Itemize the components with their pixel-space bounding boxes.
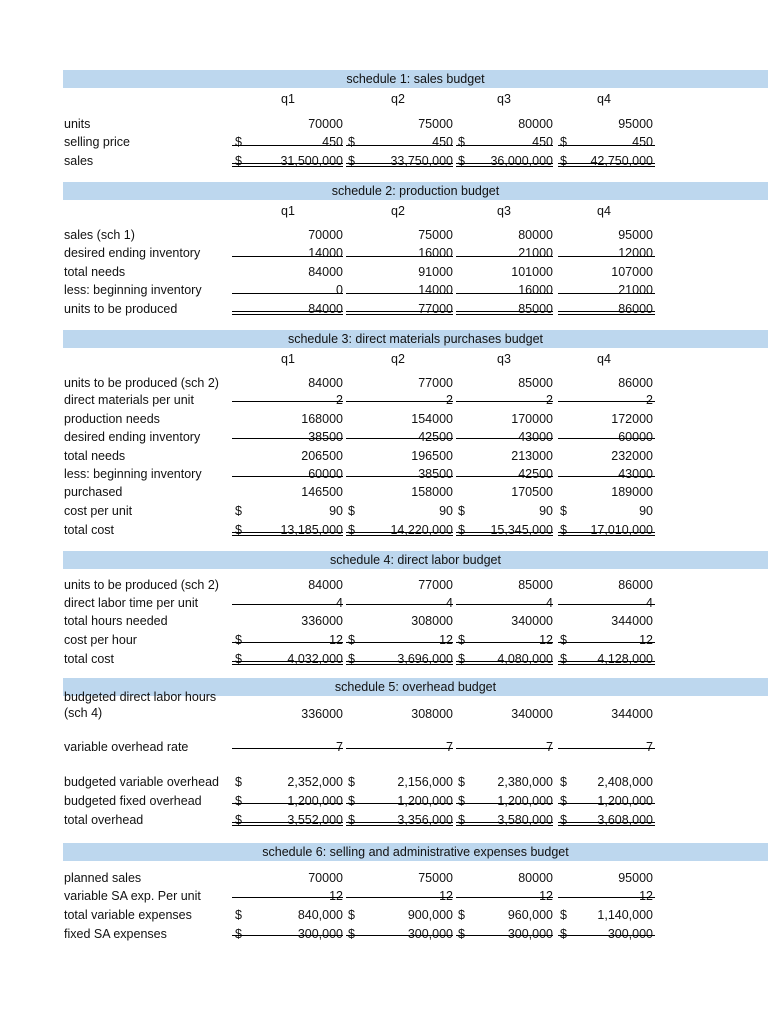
schedule-3-row-label: total cost	[64, 523, 115, 537]
currency-symbol: $	[235, 908, 242, 922]
schedule-3-quarter-header-q4: q4	[597, 352, 611, 366]
single-underline	[558, 256, 655, 257]
single-underline	[232, 748, 343, 749]
schedule-2-value-cell: 12000	[618, 246, 653, 260]
schedule-3-value-cell: 77000	[418, 376, 453, 390]
schedule-2-quarter-header-q4: q4	[597, 204, 611, 218]
currency-symbol: $	[458, 652, 465, 666]
schedule-2-value-cell: 21000	[618, 283, 653, 297]
schedule-3-value-cell: 15,345,000	[490, 523, 553, 537]
currency-symbol: $	[348, 794, 355, 808]
schedule-4-value-cell: 308000	[411, 614, 453, 628]
single-underline	[232, 803, 343, 804]
single-underline	[346, 642, 453, 643]
single-underline	[558, 476, 655, 477]
schedule-4-value-cell: 12	[539, 633, 553, 647]
schedule-3-value-cell: 172000	[611, 412, 653, 426]
schedule-3-row-label: production needs	[64, 412, 160, 426]
schedule-3-row-label: direct materials per unit	[64, 393, 194, 407]
schedule-2-value-cell: 21000	[518, 246, 553, 260]
schedule-3-value-cell: 2	[546, 393, 553, 407]
single-underline	[346, 401, 453, 402]
schedule-2-value-cell: 85000	[518, 302, 553, 316]
schedule-1-quarter-header-q4: q4	[597, 92, 611, 106]
currency-symbol: $	[458, 523, 465, 537]
double-underline	[558, 661, 655, 665]
double-underline	[456, 822, 553, 826]
schedule-6-value-cell: 12	[639, 889, 653, 903]
single-underline	[456, 401, 553, 402]
schedule-2-quarter-header-q3: q3	[497, 204, 511, 218]
schedule-4-value-cell: 4	[646, 596, 653, 610]
single-underline	[232, 438, 343, 439]
schedule-3-value-cell: 43000	[518, 430, 553, 444]
schedule-3-value-cell: 189000	[611, 485, 653, 499]
schedule-6-value-cell: 12	[329, 889, 343, 903]
schedule-3-row-label: desired ending inventory	[64, 430, 201, 444]
currency-symbol: $	[560, 908, 567, 922]
single-underline	[232, 604, 343, 605]
currency-symbol: $	[348, 504, 355, 518]
schedule-4-row-label: units to be produced (sch 2)	[64, 578, 219, 592]
currency-symbol: $	[560, 813, 567, 827]
double-underline	[456, 532, 553, 536]
schedule-3-value-cell: 154000	[411, 412, 453, 426]
schedule-1-value-cell: 70000	[308, 117, 343, 131]
schedule-6-value-cell: 12	[439, 889, 453, 903]
single-underline	[346, 145, 453, 146]
schedule-2-row-label: units to be produced	[64, 302, 178, 316]
schedule-5-value-cell: 308000	[411, 707, 453, 721]
schedule-4-value-cell: 4,080,000	[497, 652, 553, 666]
schedule-3-row-label: cost per unit	[64, 504, 133, 518]
currency-symbol: $	[235, 154, 242, 168]
double-underline	[558, 822, 655, 826]
currency-symbol: $	[560, 523, 567, 537]
schedule-3-value-cell: 13,185,000	[280, 523, 343, 537]
single-underline	[346, 256, 453, 257]
schedule-5-row-label: variable overhead rate	[64, 740, 189, 754]
schedule-3-value-cell: 60000	[308, 467, 343, 481]
double-underline	[232, 822, 343, 826]
schedule-3-row-label: total needs	[64, 449, 126, 463]
schedule-6-value-cell: 70000	[308, 871, 343, 885]
schedule-1-value-cell: 450	[532, 135, 553, 149]
single-underline	[558, 935, 655, 936]
schedule-3-value-cell: 42500	[518, 467, 553, 481]
schedule-3-quarter-header-q3: q3	[497, 352, 511, 366]
schedule-4-value-cell: 12	[639, 633, 653, 647]
single-underline	[232, 401, 343, 402]
currency-symbol: $	[235, 813, 242, 827]
currency-symbol: $	[458, 504, 465, 518]
single-underline	[558, 897, 655, 898]
schedule-4-value-cell: 86000	[618, 578, 653, 592]
double-underline	[346, 311, 453, 315]
schedule-1-quarter-header-q2: q2	[391, 92, 405, 106]
single-underline	[232, 145, 343, 146]
schedule-3-value-cell: 60000	[618, 430, 653, 444]
schedule-3-value-cell: 206500	[301, 449, 343, 463]
schedule-2-value-cell: 95000	[618, 228, 653, 242]
double-underline	[232, 661, 343, 665]
single-underline	[456, 476, 553, 477]
double-underline	[232, 532, 343, 536]
schedule-3-value-cell: 85000	[518, 376, 553, 390]
schedule-6-value-cell: 300,000	[607, 927, 653, 941]
schedule-2-quarter-header-q1: q1	[281, 204, 295, 218]
double-underline	[558, 311, 655, 315]
schedule-3-row-label: less: beginning inventory	[64, 467, 202, 481]
schedule-1-quarter-header-q3: q3	[497, 92, 511, 106]
schedule-3-quarter-header-q1: q1	[281, 352, 295, 366]
schedule-3-value-cell: 158000	[411, 485, 453, 499]
schedule-5-value-cell: 2,408,000	[597, 775, 653, 789]
schedule-4-value-cell: 77000	[418, 578, 453, 592]
currency-symbol: $	[235, 794, 242, 808]
single-underline	[558, 642, 655, 643]
schedule-4-row-label: direct labor time per unit	[64, 596, 199, 610]
schedule-2-row-label: desired ending inventory	[64, 246, 201, 260]
schedule-3-value-cell: 90	[329, 504, 343, 518]
schedule-2-value-cell: 14000	[418, 283, 453, 297]
schedule-3-value-cell: 170500	[511, 485, 553, 499]
schedule-2-value-cell: 77000	[418, 302, 453, 316]
single-underline	[558, 604, 655, 605]
schedule-4-value-cell: 344000	[611, 614, 653, 628]
schedule-1-row-label: sales	[64, 154, 94, 168]
schedule-4-title: schedule 4: direct labor budget	[63, 551, 768, 569]
schedule-1-value-cell: 75000	[418, 117, 453, 131]
schedule-6-value-cell: 300,000	[507, 927, 553, 941]
single-underline	[456, 438, 553, 439]
single-underline	[456, 256, 553, 257]
currency-symbol: $	[458, 908, 465, 922]
schedule-6-value-cell: 12	[539, 889, 553, 903]
schedule-1-value-cell: 450	[322, 135, 343, 149]
single-underline	[456, 803, 553, 804]
schedule-3-value-cell: 196500	[411, 449, 453, 463]
schedule-3-value-cell: 14,220,000	[390, 523, 453, 537]
schedule-6-row-label: fixed SA expenses	[64, 927, 167, 941]
schedule-5-value-cell: 7	[546, 740, 553, 754]
schedule-5-value-cell: 3,608,000	[597, 813, 653, 827]
schedule-4-value-cell: 4	[336, 596, 343, 610]
double-underline	[558, 163, 655, 167]
currency-symbol: $	[348, 927, 355, 941]
currency-symbol: $	[458, 775, 465, 789]
currency-symbol: $	[235, 504, 242, 518]
currency-symbol: $	[235, 652, 242, 666]
schedule-4-value-cell: 3,696,000	[397, 652, 453, 666]
single-underline	[558, 401, 655, 402]
schedule-6-row-label: total variable expenses	[64, 908, 192, 922]
schedule-6-row-label: planned sales	[64, 871, 142, 885]
schedule-3-value-cell: 232000	[611, 449, 653, 463]
schedule-4-row-label: total cost	[64, 652, 115, 666]
schedule-3-value-cell: 2	[446, 393, 453, 407]
single-underline	[346, 748, 453, 749]
schedule-2-value-cell: 14000	[308, 246, 343, 260]
schedule-5-value-cell: 7	[446, 740, 453, 754]
schedule-1-row-label: selling price	[64, 135, 131, 149]
schedule-5-value-cell: 3,552,000	[287, 813, 343, 827]
schedule-1-value-cell: 450	[632, 135, 653, 149]
double-underline	[456, 311, 553, 315]
schedule-5-value-cell: 1,200,000	[397, 794, 453, 808]
schedule-3-row-label: purchased	[64, 485, 123, 499]
schedule-6-value-cell: 900,000	[407, 908, 453, 922]
schedule-4-value-cell: 4,032,000	[287, 652, 343, 666]
schedule-4-value-cell: 4,128,000	[597, 652, 653, 666]
currency-symbol: $	[458, 633, 465, 647]
currency-symbol: $	[235, 523, 242, 537]
double-underline	[346, 532, 453, 536]
currency-symbol: $	[458, 154, 465, 168]
currency-symbol: $	[458, 927, 465, 941]
single-underline	[456, 145, 553, 146]
schedule-6-value-cell: 300,000	[297, 927, 343, 941]
schedule-5-value-cell: 3,356,000	[397, 813, 453, 827]
schedule-5-value-cell: 2,352,000	[287, 775, 343, 789]
schedule-2-value-cell: 70000	[308, 228, 343, 242]
currency-symbol: $	[348, 652, 355, 666]
currency-symbol: $	[235, 927, 242, 941]
currency-symbol: $	[560, 633, 567, 647]
schedule-3-value-cell: 146500	[301, 485, 343, 499]
schedule-4-value-cell: 84000	[308, 578, 343, 592]
schedule-1-value-cell: 31,500,000	[280, 154, 343, 168]
schedule-3-value-cell: 90	[639, 504, 653, 518]
schedule-4-value-cell: 340000	[511, 614, 553, 628]
schedule-4-value-cell: 12	[329, 633, 343, 647]
currency-symbol: $	[348, 523, 355, 537]
schedule-6-value-cell: 80000	[518, 871, 553, 885]
schedule-1-value-cell: 33,750,000	[390, 154, 453, 168]
schedule-5-value-cell: 336000	[301, 707, 343, 721]
schedule-2-value-cell: 75000	[418, 228, 453, 242]
schedule-6-value-cell: 300,000	[407, 927, 453, 941]
schedule-5-value-cell: 2,156,000	[397, 775, 453, 789]
schedule-3-value-cell: 168000	[301, 412, 343, 426]
schedule-3-title: schedule 3: direct materials purchases budget	[63, 330, 768, 348]
single-underline	[456, 935, 553, 936]
single-underline	[232, 256, 343, 257]
schedule-3-quarter-header-q2: q2	[391, 352, 405, 366]
single-underline	[232, 935, 343, 936]
currency-symbol: $	[560, 154, 567, 168]
schedule-5-row-label: budgeted variable overhead	[64, 775, 219, 789]
double-underline	[346, 163, 453, 167]
single-underline	[456, 293, 553, 294]
single-underline	[232, 897, 343, 898]
schedule-5-value-cell: 7	[336, 740, 343, 754]
currency-symbol: $	[348, 813, 355, 827]
schedule-5-value-cell: 344000	[611, 707, 653, 721]
currency-symbol: $	[458, 135, 465, 149]
single-underline	[232, 293, 343, 294]
schedule-5-row-label: total overhead	[64, 813, 144, 827]
currency-symbol: $	[560, 652, 567, 666]
schedule-3-value-cell: 38500	[418, 467, 453, 481]
schedule-3-value-cell: 213000	[511, 449, 553, 463]
schedule-2-value-cell: 84000	[308, 302, 343, 316]
schedule-5-value-cell: 2,380,000	[497, 775, 553, 789]
single-underline	[558, 438, 655, 439]
double-underline	[456, 163, 553, 167]
single-underline	[346, 604, 453, 605]
single-underline	[558, 145, 655, 146]
schedule-5-value-cell: 7	[646, 740, 653, 754]
single-underline	[346, 476, 453, 477]
double-underline	[456, 661, 553, 665]
single-underline	[346, 935, 453, 936]
schedule-3-value-cell: 2	[336, 393, 343, 407]
single-underline	[346, 803, 453, 804]
schedule-3-value-cell: 17,010,000	[590, 523, 653, 537]
schedule-3-value-cell: 2	[646, 393, 653, 407]
currency-symbol: $	[348, 775, 355, 789]
schedule-4-value-cell: 85000	[518, 578, 553, 592]
schedule-6-row-label: variable SA exp. Per unit	[64, 889, 201, 903]
currency-symbol: $	[348, 135, 355, 149]
single-underline	[346, 897, 453, 898]
schedule-4-row-label: total hours needed	[64, 614, 168, 628]
schedule-6-value-cell: 75000	[418, 871, 453, 885]
schedule-2-value-cell: 16000	[418, 246, 453, 260]
schedule-1-value-cell: 95000	[618, 117, 653, 131]
schedule-2-row-label: sales (sch 1)	[64, 228, 135, 242]
schedule-5-value-cell: 1,200,000	[597, 794, 653, 808]
currency-symbol: $	[348, 908, 355, 922]
schedule-3-value-cell: 38500	[308, 430, 343, 444]
double-underline	[558, 532, 655, 536]
schedule-3-value-cell: 84000	[308, 376, 343, 390]
schedule-2-value-cell: 101000	[511, 265, 553, 279]
double-underline	[232, 311, 343, 315]
double-underline	[346, 661, 453, 665]
single-underline	[456, 604, 553, 605]
currency-symbol: $	[235, 633, 242, 647]
currency-symbol: $	[458, 813, 465, 827]
schedule-1-row-label: units	[64, 117, 91, 131]
schedule-2-value-cell: 16000	[518, 283, 553, 297]
currency-symbol: $	[235, 135, 242, 149]
currency-symbol: $	[348, 633, 355, 647]
schedule-5-title: schedule 5: overhead budget	[63, 678, 768, 696]
schedule-6-value-cell: 95000	[618, 871, 653, 885]
currency-symbol: $	[235, 775, 242, 789]
single-underline	[558, 293, 655, 294]
schedule-2-value-cell: 84000	[308, 265, 343, 279]
schedule-1-title: schedule 1: sales budget	[63, 70, 768, 88]
schedule-6-title: schedule 6: selling and administrative expenses budget	[63, 843, 768, 861]
double-underline	[346, 822, 453, 826]
schedule-1-value-cell: 42,750,000	[590, 154, 653, 168]
schedule-4-value-cell: 12	[439, 633, 453, 647]
schedule-5-value-cell: 1,200,000	[287, 794, 343, 808]
schedule-1-value-cell: 80000	[518, 117, 553, 131]
schedule-6-value-cell: 1,140,000	[597, 908, 653, 922]
single-underline	[456, 897, 553, 898]
schedule-4-value-cell: 4	[446, 596, 453, 610]
single-underline	[346, 293, 453, 294]
single-underline	[346, 438, 453, 439]
double-underline	[232, 163, 343, 167]
currency-symbol: $	[560, 794, 567, 808]
schedule-2-value-cell: 86000	[618, 302, 653, 316]
currency-symbol: $	[560, 775, 567, 789]
schedule-3-row-label: units to be produced (sch 2)	[64, 376, 219, 390]
single-underline	[558, 748, 655, 749]
schedule-5-row-label: budgeted fixed overhead	[64, 794, 202, 808]
schedule-3-value-cell: 43000	[618, 467, 653, 481]
schedule-2-title: schedule 2: production budget	[63, 182, 768, 200]
schedule-3-value-cell: 86000	[618, 376, 653, 390]
schedule-4-value-cell: 336000	[301, 614, 343, 628]
single-underline	[558, 803, 655, 804]
schedule-2-value-cell: 91000	[418, 265, 453, 279]
schedule-5-row-label: budgeted direct labor hours (sch 4)	[64, 690, 217, 720]
currency-symbol: $	[560, 927, 567, 941]
schedule-4-row-label: cost per hour	[64, 633, 137, 647]
single-underline	[232, 642, 343, 643]
schedule-2-row-label: total needs	[64, 265, 126, 279]
schedule-5-value-cell: 1,200,000	[497, 794, 553, 808]
schedule-3-value-cell: 42500	[418, 430, 453, 444]
schedule-1-value-cell: 36,000,000	[490, 154, 553, 168]
schedule-1-quarter-header-q1: q1	[281, 92, 295, 106]
schedule-2-value-cell: 80000	[518, 228, 553, 242]
schedule-1-value-cell: 450	[432, 135, 453, 149]
schedule-2-value-cell: 107000	[611, 265, 653, 279]
currency-symbol: $	[458, 794, 465, 808]
currency-symbol: $	[560, 135, 567, 149]
schedule-5-value-cell: 3,580,000	[497, 813, 553, 827]
schedule-5-value-cell: 340000	[511, 707, 553, 721]
schedule-3-value-cell: 90	[439, 504, 453, 518]
currency-symbol: $	[560, 504, 567, 518]
schedule-3-value-cell: 90	[539, 504, 553, 518]
schedule-6-value-cell: 840,000	[297, 908, 343, 922]
schedule-2-row-label: less: beginning inventory	[64, 283, 202, 297]
currency-symbol: $	[348, 154, 355, 168]
schedule-4-value-cell: 4	[546, 596, 553, 610]
schedule-3-value-cell: 170000	[511, 412, 553, 426]
single-underline	[456, 642, 553, 643]
single-underline	[456, 748, 553, 749]
schedule-6-value-cell: 960,000	[507, 908, 553, 922]
schedule-2-value-cell: 0	[336, 283, 343, 297]
schedule-2-quarter-header-q2: q2	[391, 204, 405, 218]
single-underline	[232, 476, 343, 477]
